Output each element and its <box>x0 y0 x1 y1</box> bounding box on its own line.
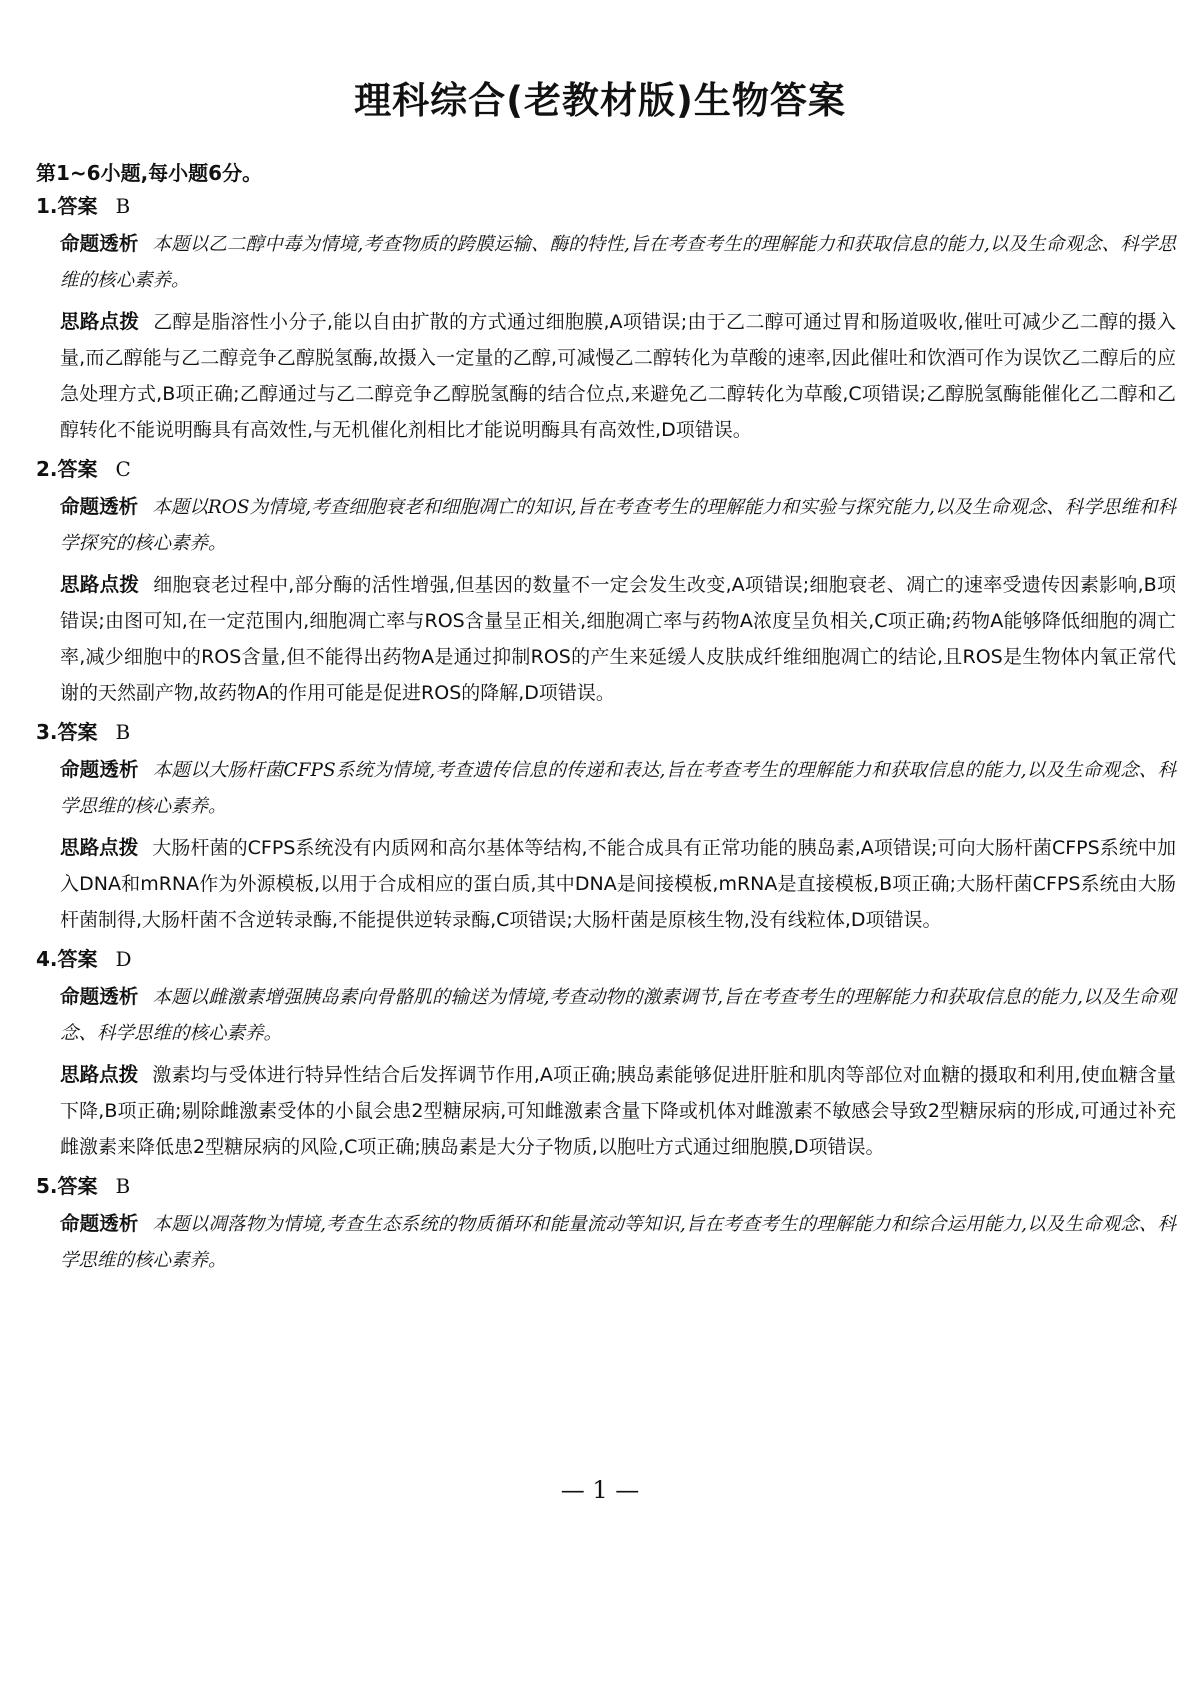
answer-line <box>36 191 1176 221</box>
question-2 <box>36 454 1176 711</box>
hint-text: 大肠杆菌的CFPS系统没有内质网和高尔基体等结构,不能合成具有正常功能的胰岛素,A项错误;可向大肠杆菌CFPS系统中加入DNA和mRNA作为外源模板,以用于合成相应的蛋白质,其中DNA是间接模板,mRNA是直接模板,B项正确;大肠杆菌CFPS系统由大肠杆菌制得,大肠杆菌不含逆转录酶,不能提供逆转录酶,C项错误;大肠杆菌是原核生物,没有线粒体,D项错误。 <box>60 837 1176 931</box>
analysis-paragraph <box>36 1206 1176 1278</box>
section-header: 第1~6小题,每小题6分。 <box>36 161 263 185</box>
analysis-label: 命题透析 <box>60 758 139 781</box>
question-number: 3. <box>36 720 58 744</box>
question-1 <box>36 191 1176 448</box>
hint-paragraph <box>36 830 1176 938</box>
answer-value: B <box>115 720 131 744</box>
answer-label: 答案 <box>57 720 98 744</box>
answer-label: 答案 <box>57 457 98 481</box>
question-5 <box>36 1171 1176 1278</box>
answer-label: 答案 <box>57 947 98 971</box>
page-title: 理科综合(老教材版)生物答案 <box>354 79 846 122</box>
hint-label: 思路点拨 <box>60 836 139 859</box>
answer-value: B <box>115 1174 131 1198</box>
hint-paragraph <box>36 567 1176 711</box>
hint-paragraph <box>36 1057 1176 1165</box>
question-number: 4. <box>36 947 58 971</box>
analysis-text: 本题以凋落物为情境,考查生态系统的物质循环和能量流动等知识,旨在考查考生的理解能力和综合运用能力,以及生命观念、科学思维的核心素养。 <box>60 1214 1176 1271</box>
analysis-paragraph <box>36 979 1176 1051</box>
answer-line <box>36 717 1176 747</box>
answer-value: C <box>115 457 131 481</box>
analysis-text: 本题以乙二醇中毒为情境,考查物质的跨膜运输、酶的特性,旨在考查考生的理解能力和获取信息的能力,以及生命观念、科学思维的核心素养。 <box>60 234 1176 291</box>
analysis-paragraph <box>36 752 1176 824</box>
analysis-label: 命题透析 <box>60 985 139 1008</box>
hint-paragraph <box>36 304 1176 448</box>
page-number: — 1 — <box>560 1476 640 1504</box>
analysis-paragraph <box>36 226 1176 298</box>
analysis-paragraph <box>36 489 1176 561</box>
answer-line <box>36 944 1176 974</box>
hint-label: 思路点拨 <box>60 1063 139 1086</box>
answer-line <box>36 1171 1176 1201</box>
analysis-text: 本题以大肠杆菌CFPS系统为情境,考查遗传信息的传递和表达,旨在考查考生的理解能力和获取信息的能力,以及生命观念、科学思维的核心素养。 <box>60 760 1176 817</box>
analysis-label: 命题透析 <box>60 495 139 518</box>
question-number: 2. <box>36 457 58 481</box>
answer-label: 答案 <box>57 194 98 218</box>
question-4 <box>36 944 1176 1165</box>
question-number: 5. <box>36 1174 58 1198</box>
question-3 <box>36 717 1176 938</box>
hint-text: 激素均与受体进行特异性结合后发挥调节作用,A项正确;胰岛素能够促进肝脏和肌肉等部位对血糖的摄取和利用,使血糖含量下降,B项正确;剔除雌激素受体的小鼠会患2型糖尿病,可知雌激素含量下降或机体对雌激素不敏感会导致2型糖尿病的形成,可通过补充雌激素来降低患2型糖尿病的风险,C项正确;胰岛素是大分子物质,以胞吐方式通过细胞膜,D项错误。 <box>60 1064 1176 1158</box>
hint-label: 思路点拨 <box>60 573 140 596</box>
answer-label: 答案 <box>57 1174 98 1198</box>
analysis-label: 命题透析 <box>60 232 139 255</box>
answer-line <box>36 454 1176 484</box>
analysis-label: 命题透析 <box>60 1212 139 1235</box>
hint-text: 细胞衰老过程中,部分酶的活性增强,但基因的数量不一定会发生改变,A项错误;细胞衰老、凋亡的速率受遗传因素影响,B项错误;由图可知,在一定范围内,细胞凋亡率与ROS含量呈正相关,细胞凋亡率与药物A浓度呈负相关,C项正确;药物A能够降低细胞的凋亡率,减少细胞中的ROS含量,但不能得出药物A是通过抑制ROS的产生来延缓人皮肤成纤维细胞凋亡的结论,且ROS是生物体内氧正常代谢的天然副产物,故药物A的作用可能是促进ROS的降解,D项错误。 <box>60 574 1176 704</box>
content-body <box>36 158 1176 1284</box>
analysis-text: 本题以雌激素增强胰岛素向骨骼肌的输送为情境,考查动物的激素调节,旨在考查考生的理解能力和获取信息的能力,以及生命观念、科学思维的核心素养。 <box>60 987 1176 1044</box>
answer-value: D <box>115 947 132 971</box>
question-number: 1. <box>36 194 58 218</box>
hint-label: 思路点拨 <box>60 310 140 333</box>
hint-text: 乙醇是脂溶性小分子,能以自由扩散的方式通过细胞膜,A项错误;由于乙二醇可通过胃和肠道吸收,催吐可减少乙二醇的摄入量,而乙醇能与乙二醇竞争乙醇脱氢酶,故摄入一定量的乙醇,可减慢乙二醇转化为草酸的速率,因此催吐和饮酒可作为误饮乙二醇后的应急处理方式,B项正确;乙醇通过与乙二醇竞争乙醇脱氢酶的结合位点,来避免乙二醇转化为草酸,C项错误;乙醇脱氢酶能催化乙二醇和乙醇转化不能说明酶具有高效性,与无机催化剂相比才能说明酶具有高效性,D项错误。 <box>60 311 1176 441</box>
analysis-text: 本题以ROS为情境,考查细胞衰老和细胞凋亡的知识,旨在考查考生的理解能力和实验与探究能力,以及生命观念、科学思维和科学探究的核心素养。 <box>60 497 1176 554</box>
answer-value: B <box>115 194 131 218</box>
